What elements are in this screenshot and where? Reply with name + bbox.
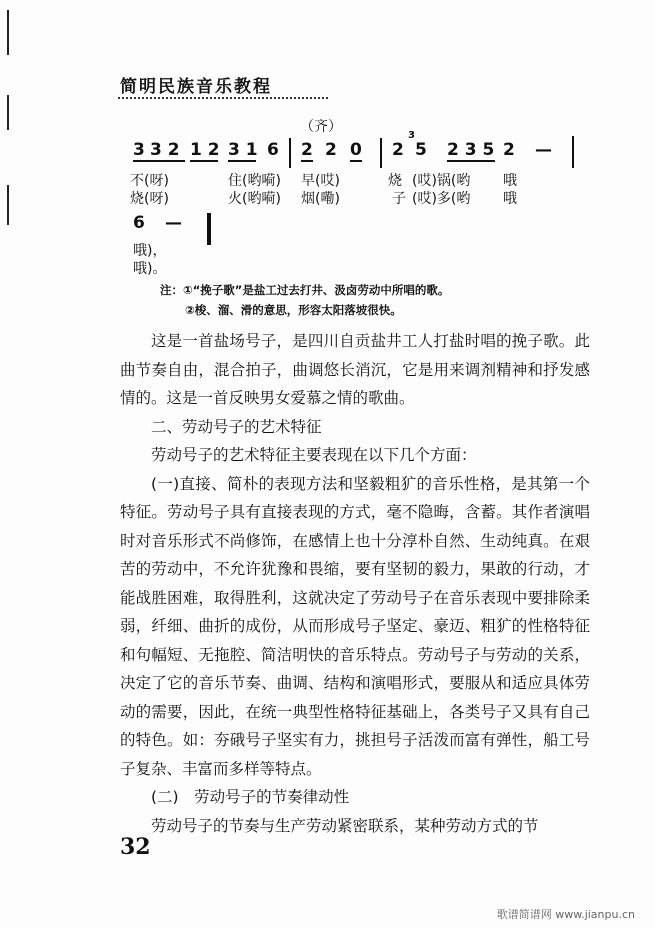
section-heading: 二、劳动号子的艺术特征 xyxy=(151,417,322,436)
lyric: 烧 xyxy=(388,173,402,189)
lyric: 烟(嘞) xyxy=(301,191,340,207)
note: 3 2 xyxy=(150,140,180,160)
footnote-1: 注：①“挽子歌”是盐工过去打井、汲卤劳动中所唱的歌。 xyxy=(160,283,450,297)
barline xyxy=(289,138,291,168)
beam xyxy=(228,160,256,162)
note: 2 xyxy=(392,140,404,160)
unison-marking: （齐） xyxy=(300,119,342,135)
note: 2 3 5 xyxy=(447,140,495,160)
header-rule xyxy=(118,97,328,99)
note: — xyxy=(535,140,552,160)
barline xyxy=(572,136,574,168)
scan-edge xyxy=(7,185,9,225)
subsection-heading: (二) 劳动号子的节奏律动性 xyxy=(151,788,350,806)
beam xyxy=(301,160,313,162)
paragraph: 劳动号子的艺术特征主要表现在以下几个方面： xyxy=(151,446,477,464)
lyric: (哎)多(哟 xyxy=(412,191,471,207)
note: 0 xyxy=(350,140,362,160)
scan-edge xyxy=(7,10,9,55)
footnote-2: ②梭、溜、滑的意思，形容太阳落坡很快。 xyxy=(185,303,402,317)
lyric: 不(呀) xyxy=(130,173,169,189)
running-header: 简明民族音乐教程 xyxy=(120,77,272,97)
lyric: 火(哟嗬) xyxy=(228,191,281,207)
grace-note: 3 xyxy=(408,130,415,141)
note: 1 2 xyxy=(190,140,220,160)
paragraph: 这是一首盐场号子，是四川自贡盐井工人打盐时唱的挽子歌。此曲节奏自由，混合拍子，曲调悠长消沉，它是用来调剂精神和抒发感情的。这是一首反映男女爱慕之情的歌曲。 xyxy=(120,332,590,407)
paragraph: 劳动号子的节奏与生产劳动紧密联系，某种劳动方式的节 xyxy=(151,816,539,835)
note: 6 xyxy=(267,140,279,160)
note: 2 xyxy=(301,140,313,160)
beam xyxy=(190,160,218,162)
beam xyxy=(350,160,362,162)
note: 6 xyxy=(133,213,145,233)
lyric: 哦 xyxy=(503,173,517,189)
lyric: 哦)。 xyxy=(133,261,167,277)
note: 5 xyxy=(415,140,427,160)
paragraph: (一)直接、简朴的表现方法和坚毅粗犷的音乐性格，是其第一个特征。劳动号子具有直接表现的方式，毫不隐晦，含蓄。其作者演唱时对音乐形式不尚修饰，在感情上也十分淳朴自然、生动纯真。在艰苦的劳动中，不允许犹豫和畏缩，要有坚韧的毅力，果敢的行动，才能战胜困难，取得胜利，这就决定了劳动号子在音乐表现中要排除柔弱，纤细、曲折的成份，从而形成号子坚定、豪迈、粗犷的性格特征和句幅短、无拖腔、简洁明快的音乐特点。劳动号子与劳动的关系，决定了它的音乐节奏、曲调、结构和演唱形式，要服从和适应具体劳动的需要，因此，在统一典型性格特征基础上，各类号子又具有自己的特色。如：夯硪号子坚实有力，挑担号子活泼而富有弹性，船工号子复杂、丰富而多样等特点。 xyxy=(120,474,590,778)
note: 3 1 xyxy=(228,140,258,160)
watermark: 歌谱简谱网 www.jianpu.cn xyxy=(496,908,635,921)
lyric: 哦)， xyxy=(133,243,167,259)
beam xyxy=(447,160,495,162)
page-number: 32 xyxy=(120,834,151,860)
note: — xyxy=(165,213,182,233)
lyric: 哦 xyxy=(503,191,517,207)
body-text xyxy=(120,327,590,840)
note: 2 xyxy=(503,140,515,160)
lyric: 烧(呀) xyxy=(130,191,169,207)
note: 2 xyxy=(325,140,337,160)
beam xyxy=(133,160,185,162)
note: 3 xyxy=(133,140,145,160)
barline xyxy=(380,138,382,168)
lyric: 住(哟嗬) xyxy=(228,173,281,189)
lyric: (哎)锅(哟 xyxy=(412,173,471,189)
final-barline xyxy=(207,213,211,245)
lyric: 子 xyxy=(392,191,406,207)
lyric: 早(哎) xyxy=(301,173,340,189)
scan-edge xyxy=(7,95,9,130)
